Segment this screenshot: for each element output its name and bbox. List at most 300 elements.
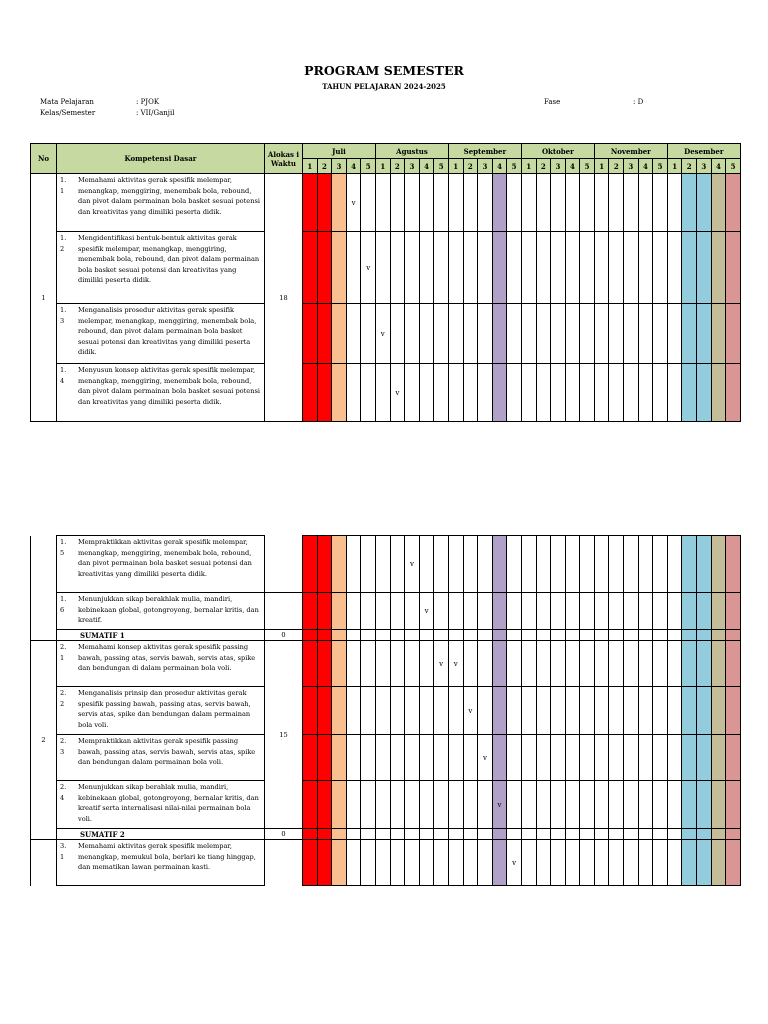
week-cell-26 [667,630,682,641]
week-cell-27 [682,536,697,593]
week-cell-8 [405,781,420,829]
week-cell-27 [682,364,697,422]
week-cell-5 [361,840,376,886]
header-week-6-2: 2 [682,159,697,174]
header-week-6-4: 4 [711,159,726,174]
week-cell-20 [580,630,595,641]
kompetensi-dasar-cell [57,174,265,232]
fase-value: : D [633,98,644,106]
week-cell-20 [580,781,595,829]
week-cell-19 [565,536,580,593]
week-cell-23 [624,536,639,593]
week-cell-13 [478,630,493,641]
alokasi-empty [265,536,303,593]
week-cell-6 [375,364,390,422]
week-cell-5 [361,304,376,364]
week-cell-11 [448,364,463,422]
sumatif-row [31,829,741,840]
header-week-4-4: 4 [565,159,580,174]
week-cell-14 [492,364,507,422]
week-cell-23 [624,593,639,630]
week-cell-16 [521,840,536,886]
week-cell-20 [580,829,595,840]
table-row [31,174,741,232]
week-cell-22 [609,687,624,735]
week-cell-24 [638,840,653,886]
week-cell-30 [726,232,741,304]
week-cell-23 [624,232,639,304]
week-cell-17 [536,364,551,422]
sumatif-2-label: SUMATIF 2 [57,829,265,840]
week-cell-28 [697,232,712,304]
week-cell-7 [390,781,405,829]
week-cell-24 [638,829,653,840]
week-cell-30 [726,641,741,687]
kompetensi-dasar-cell [57,593,265,630]
header-week-4-2: 2 [536,159,551,174]
header-week-6-5: 5 [726,159,741,174]
week-cell-23 [624,781,639,829]
week-cell-3 [332,781,347,829]
week-cell-8 [405,735,420,781]
alokasi-waktu: 18 [265,174,303,422]
week-cell-9 [419,840,434,886]
week-cell-23 [624,829,639,840]
week-cell-14 [492,687,507,735]
week-cell-3 [332,687,347,735]
week-cell-21 [594,630,609,641]
week-cell-18 [551,593,566,630]
week-cell-14 [492,174,507,232]
header-week-1-5: 5 [361,159,376,174]
week-cell-3 [332,840,347,886]
week-mark: v [346,174,361,232]
week-cell-1 [303,232,318,304]
week-cell-27 [682,232,697,304]
week-cell-13 [478,641,493,687]
week-cell-27 [682,687,697,735]
week-cell-4 [346,593,361,630]
week-cell-16 [521,536,536,593]
week-cell-3 [332,304,347,364]
week-cell-21 [594,536,609,593]
week-cell-1 [303,781,318,829]
week-cell-1 [303,304,318,364]
table-row [31,536,741,593]
week-cell-2 [317,829,332,840]
week-cell-24 [638,593,653,630]
week-cell-15 [507,232,522,304]
week-cell-10 [434,364,449,422]
week-mark: v [361,232,376,304]
table-row [31,735,741,781]
week-cell-5 [361,829,376,840]
week-cell-17 [536,174,551,232]
header-week-1-2: 2 [317,159,332,174]
header-week-1-4: 4 [346,159,361,174]
week-cell-13 [478,781,493,829]
row-number-empty [31,840,57,886]
week-cell-14 [492,840,507,886]
week-cell-22 [609,536,624,593]
week-cell-19 [565,174,580,232]
week-cell-27 [682,630,697,641]
week-cell-28 [697,630,712,641]
week-cell-7 [390,687,405,735]
week-cell-24 [638,364,653,422]
week-cell-24 [638,781,653,829]
week-cell-2 [317,536,332,593]
sumatif-2-alokasi: 0 [265,829,303,840]
week-cell-5 [361,536,376,593]
week-cell-25 [653,232,668,304]
week-cell-6 [375,781,390,829]
header-week-4-3: 3 [551,159,566,174]
week-cell-24 [638,304,653,364]
week-cell-27 [682,593,697,630]
kd-text: Mempraktikkan aktivitas gerak spesifik melempar, menangkap, menggiring, menembak bola, rebound, dan pivot permainan bola basket sesuai potensi dan kreativitas yang dimiliki peserta didik. [78,538,252,578]
week-cell-16 [521,735,536,781]
week-cell-5 [361,781,376,829]
week-cell-19 [565,630,580,641]
week-cell-6 [375,593,390,630]
week-mark: v [434,641,449,687]
week-cell-11 [448,735,463,781]
week-cell-15 [507,687,522,735]
week-cell-28 [697,641,712,687]
week-cell-29 [711,304,726,364]
week-cell-28 [697,304,712,364]
week-cell-14 [492,829,507,840]
kelas-label: Kelas/Semester [40,109,96,117]
week-cell-12 [463,536,478,593]
week-cell-19 [565,232,580,304]
week-cell-19 [565,687,580,735]
week-cell-27 [682,641,697,687]
week-cell-28 [697,781,712,829]
week-cell-28 [697,536,712,593]
week-cell-13 [478,829,493,840]
header-kompetensi-dasar: Kompetensi Dasar [57,144,265,174]
week-cell-6 [375,174,390,232]
week-cell-25 [653,364,668,422]
alokasi-waktu: 15 [265,641,303,829]
week-cell-13 [478,232,493,304]
week-cell-9 [419,536,434,593]
week-cell-3 [332,735,347,781]
week-cell-15 [507,174,522,232]
kd-number: 1. 6 [60,595,67,614]
week-cell-20 [580,304,595,364]
row-number: 1 [31,174,57,422]
week-cell-2 [317,735,332,781]
week-cell-17 [536,304,551,364]
week-cell-25 [653,593,668,630]
week-cell-25 [653,174,668,232]
week-cell-6 [375,829,390,840]
week-cell-8 [405,364,420,422]
header-no: No [31,144,57,174]
week-cell-3 [332,593,347,630]
week-cell-3 [332,630,347,641]
week-cell-10 [434,593,449,630]
week-cell-25 [653,735,668,781]
kd-number: 1. 2 [60,234,67,253]
table-row [31,641,741,687]
week-cell-10 [434,630,449,641]
week-cell-10 [434,304,449,364]
header-week-3-4: 4 [492,159,507,174]
program-semester-table [30,143,741,422]
week-cell-18 [551,364,566,422]
week-cell-13 [478,593,493,630]
week-cell-29 [711,174,726,232]
week-cell-2 [317,232,332,304]
week-cell-14 [492,593,507,630]
week-cell-27 [682,174,697,232]
kd-number: 2. 4 [60,783,67,802]
week-cell-23 [624,687,639,735]
header-week-2-3: 3 [405,159,420,174]
week-cell-12 [463,304,478,364]
week-cell-20 [580,593,595,630]
week-cell-1 [303,364,318,422]
week-cell-21 [594,735,609,781]
document-subtitle: TAHUN PELAJARAN 2024-2025 [322,82,446,91]
sumatif-row [31,630,741,641]
week-cell-13 [478,840,493,886]
week-cell-10 [434,829,449,840]
week-cell-12 [463,593,478,630]
header-month-juli: Juli [303,144,376,159]
week-cell-12 [463,232,478,304]
week-cell-17 [536,829,551,840]
week-cell-5 [361,174,376,232]
week-cell-26 [667,232,682,304]
week-cell-30 [726,630,741,641]
week-cell-18 [551,829,566,840]
kd-text: Menganalisis prosedur aktivitas gerak spesifik melempar, menangkap, menggiring, menembak bola, rebound, dan pivot dalam permainan bola basket sesuai potensi dan kreativitas yang dimiliki peserta didik. [78,306,257,356]
week-cell-19 [565,735,580,781]
week-cell-28 [697,840,712,886]
header-week-2-5: 5 [434,159,449,174]
week-cell-4 [346,232,361,304]
alokasi-empty [265,840,303,886]
week-cell-23 [624,840,639,886]
week-cell-9 [419,174,434,232]
week-cell-10 [434,687,449,735]
week-cell-1 [303,174,318,232]
week-cell-17 [536,641,551,687]
week-cell-13 [478,364,493,422]
week-cell-21 [594,304,609,364]
week-cell-14 [492,536,507,593]
header-week-3-1: 1 [448,159,463,174]
week-cell-1 [303,593,318,630]
week-cell-11 [448,232,463,304]
week-cell-8 [405,630,420,641]
week-cell-1 [303,536,318,593]
week-cell-8 [405,593,420,630]
week-cell-29 [711,781,726,829]
week-cell-30 [726,174,741,232]
week-cell-20 [580,641,595,687]
week-cell-10 [434,174,449,232]
week-cell-26 [667,536,682,593]
week-cell-13 [478,687,493,735]
week-mark: v [478,735,493,781]
week-cell-6 [375,840,390,886]
week-cell-23 [624,641,639,687]
header-week-3-3: 3 [478,159,493,174]
header-month-desember: Desember [667,144,740,159]
week-cell-11 [448,536,463,593]
week-cell-8 [405,641,420,687]
table-row [31,593,741,630]
week-cell-2 [317,781,332,829]
week-cell-16 [521,364,536,422]
kd-number: 1. 4 [60,366,67,385]
week-cell-30 [726,781,741,829]
kelas-value: : VII/Ganjil [136,109,175,117]
week-cell-16 [521,304,536,364]
week-cell-16 [521,630,536,641]
week-cell-29 [711,829,726,840]
week-cell-2 [317,641,332,687]
row-number-empty [31,536,57,641]
kompetensi-dasar-cell [57,536,265,593]
table-row [31,364,741,422]
week-cell-11 [448,630,463,641]
week-cell-20 [580,735,595,781]
week-cell-4 [346,781,361,829]
week-cell-26 [667,174,682,232]
week-mark: v [507,840,522,886]
week-cell-28 [697,593,712,630]
week-cell-15 [507,829,522,840]
week-mark: v [375,304,390,364]
week-cell-30 [726,829,741,840]
week-cell-17 [536,232,551,304]
week-cell-26 [667,364,682,422]
week-cell-8 [405,687,420,735]
week-cell-25 [653,536,668,593]
kd-text: Mempraktikkan aktivitas gerak spesifik passing bawah, passing atas, servis bawah, servis atas, spike dan bendungan dalam permainan bola voli. [78,737,256,766]
week-cell-16 [521,593,536,630]
week-cell-8 [405,174,420,232]
week-cell-27 [682,304,697,364]
week-cell-18 [551,735,566,781]
week-cell-22 [609,364,624,422]
header-week-1-1: 1 [303,159,318,174]
week-cell-15 [507,630,522,641]
week-cell-18 [551,687,566,735]
week-cell-12 [463,781,478,829]
week-cell-29 [711,630,726,641]
header-week-2-2: 2 [390,159,405,174]
week-cell-28 [697,829,712,840]
week-cell-22 [609,781,624,829]
header-week-5-5: 5 [653,159,668,174]
week-cell-5 [361,687,376,735]
week-cell-13 [478,536,493,593]
week-cell-26 [667,735,682,781]
week-cell-3 [332,829,347,840]
week-cell-9 [419,641,434,687]
week-cell-11 [448,840,463,886]
week-cell-19 [565,304,580,364]
week-cell-21 [594,364,609,422]
week-cell-18 [551,174,566,232]
week-cell-24 [638,232,653,304]
week-cell-10 [434,735,449,781]
kd-text: Memahami aktivitas gerak spesifik melempar, menangkap, menggiring, menembak bola, rebound, dan pivot dalam permainan bola basket sesuai potensi dan kreativitas yang dimiliki peserta didik. [78,176,260,216]
week-cell-2 [317,630,332,641]
week-cell-5 [361,593,376,630]
week-cell-18 [551,630,566,641]
week-cell-26 [667,593,682,630]
week-cell-23 [624,735,639,781]
week-cell-15 [507,593,522,630]
week-cell-18 [551,641,566,687]
week-cell-22 [609,593,624,630]
kd-text: Mengidentifikasi bentuk-bentuk aktivitas gerak spesifik melempar, menangkap, menggiring, menembak bola, rebound, dan pivot dalam permainan bola basket sesuai potensi dan kreativitas yang dimiliki peserta didik. [78,234,260,284]
week-cell-26 [667,840,682,886]
kompetensi-dasar-cell [57,304,265,364]
week-cell-26 [667,304,682,364]
week-cell-29 [711,536,726,593]
week-cell-18 [551,304,566,364]
table-row [31,687,741,735]
kd-number: 2. 3 [60,737,67,756]
week-mark: v [448,641,463,687]
week-cell-14 [492,304,507,364]
kompetensi-dasar-cell [57,364,265,422]
week-cell-17 [536,687,551,735]
header-week-1-3: 3 [332,159,347,174]
week-cell-26 [667,829,682,840]
week-cell-6 [375,536,390,593]
week-cell-25 [653,781,668,829]
kompetensi-dasar-cell [57,840,265,886]
week-cell-27 [682,735,697,781]
week-cell-8 [405,304,420,364]
week-cell-25 [653,630,668,641]
week-cell-22 [609,735,624,781]
fase-label: Fase [544,98,561,106]
header-week-5-1: 1 [594,159,609,174]
week-cell-10 [434,840,449,886]
week-cell-1 [303,630,318,641]
week-cell-22 [609,232,624,304]
kd-text: Menunjukkan sikap berahlak mulia, mandiri, kebinekaan global, gotongroyong, bernalar kritis, dan kreatif serta internalisasi nilai-nilai permainan bola voli. [78,783,259,823]
week-cell-15 [507,735,522,781]
week-cell-21 [594,781,609,829]
week-cell-21 [594,232,609,304]
week-cell-21 [594,174,609,232]
header-week-4-5: 5 [580,159,595,174]
week-cell-5 [361,641,376,687]
week-cell-30 [726,593,741,630]
kd-text: Memahami aktivitas gerak spesifik melempar, menangkap, memukul bola, berlari ke tiang hinggap, dan mematikan lawan permainan kasti. [78,842,256,871]
week-cell-14 [492,641,507,687]
week-cell-11 [448,687,463,735]
week-cell-11 [448,829,463,840]
week-cell-28 [697,735,712,781]
week-cell-25 [653,829,668,840]
week-cell-17 [536,735,551,781]
header-week-2-1: 1 [375,159,390,174]
